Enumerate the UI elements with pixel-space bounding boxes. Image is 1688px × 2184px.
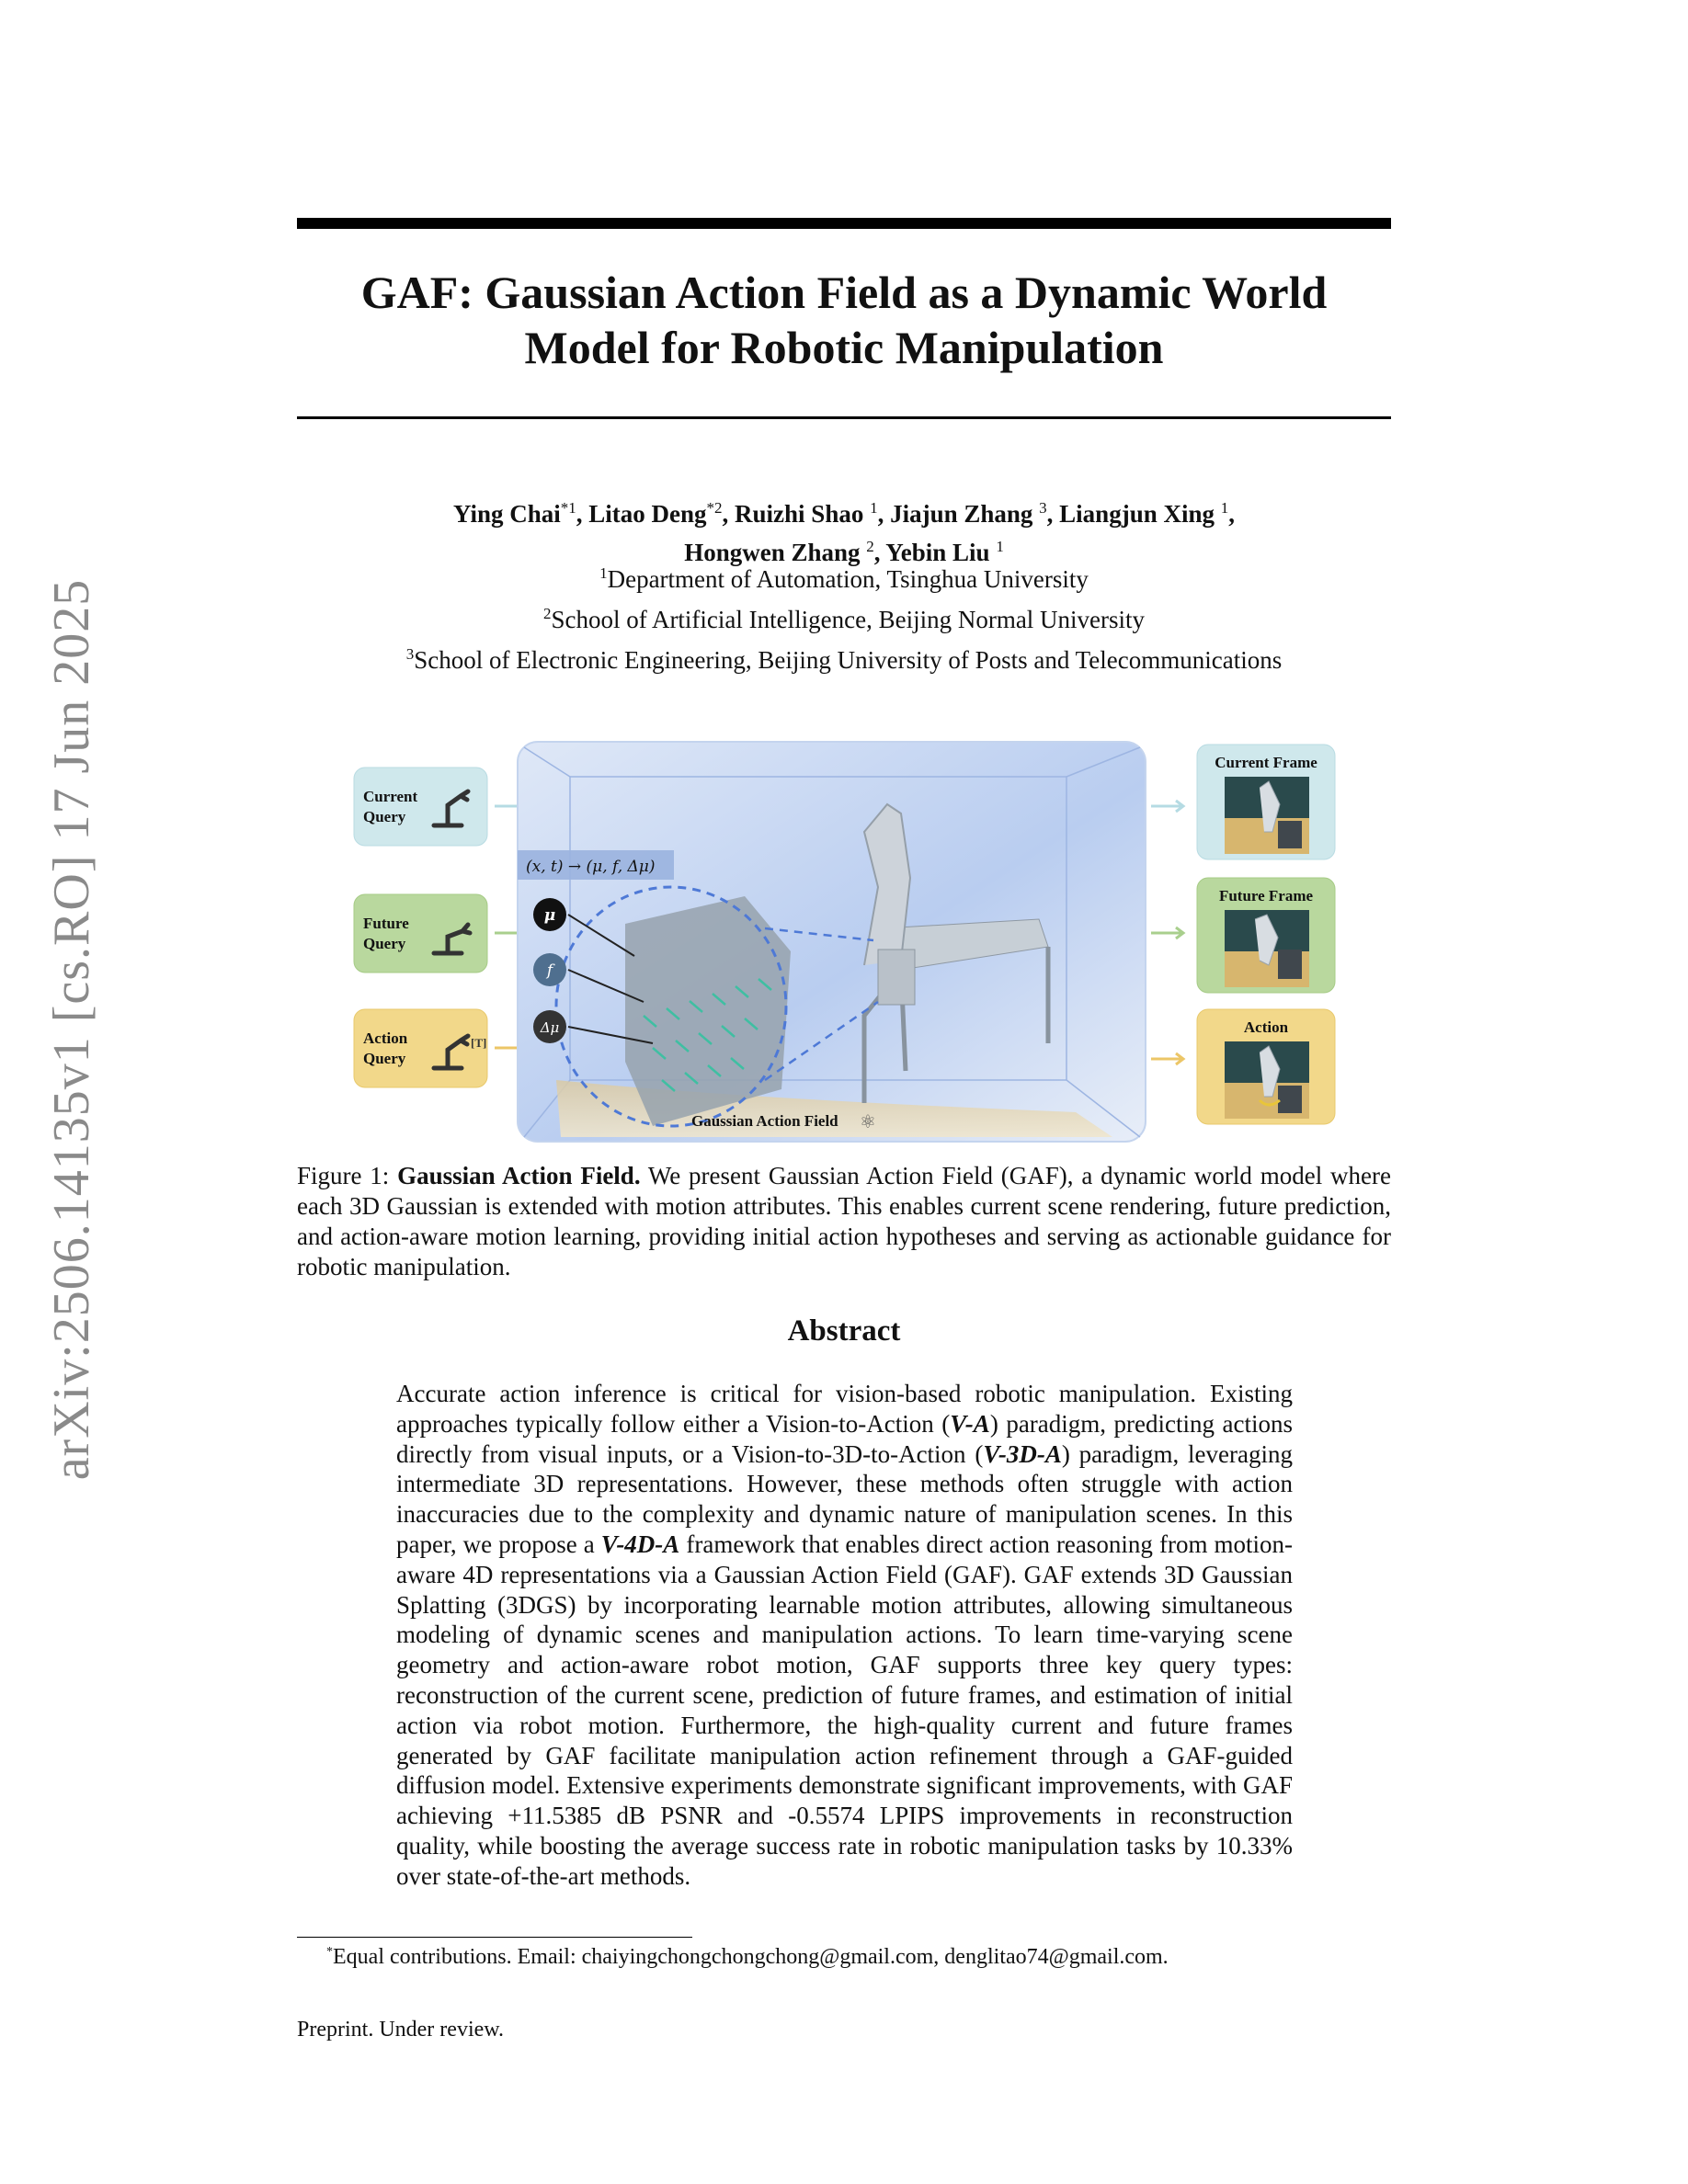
current-frame-label: Current Frame: [1215, 754, 1317, 771]
affiliation: $^2$School of Artificial Intelligence, Beijing Normal University: [542, 605, 1146, 633]
arrow-right-icon: [1151, 1053, 1183, 1064]
time-marker: [T]: [471, 1036, 487, 1050]
figure-caption: Figure 1: Gaussian Action Field. We present Gaussian Action Field (GAF), a dynamic world model where each 3D Gaussian is extended with motion attributes. This enables current scene rendering, future prediction, and action-aware motion learning, providing initial action hypotheses and serving as actionable guidance for robotic manipulation.: [297, 1162, 1391, 1280]
footnote: *Equal contributions. Email: chaiyingchongchongchong@gmail.com, denglitao74@gmail.com.: [326, 1945, 1169, 1969]
affiliation: $^1$Department of Automation, Tsinghua University: [599, 564, 1089, 593]
preprint-notice: Preprint. Under review.: [297, 2018, 505, 2042]
action-query-label-2: Query: [363, 1050, 406, 1067]
svg-text:μ: μ: [543, 906, 556, 925]
action-box: [1197, 1009, 1335, 1124]
arrow-right-icon: [1151, 927, 1183, 938]
figure-gaussian-action-field: [349, 740, 1342, 1149]
current-frame-box: [1197, 745, 1335, 859]
svg-text:Δμ: Δμ: [540, 1019, 560, 1036]
action-label: Action: [1243, 1018, 1289, 1036]
current-query-label-2: Query: [363, 808, 406, 825]
svg-text:f: f: [546, 961, 553, 980]
atom-icon: ⚛: [860, 1112, 876, 1132]
abstract-body: Accurate action inference is critical for vision-based robotic manipulation. Existing approaches typically follow either a Vision-to-Action (V-A) paradigm, predicting actions directly from visual inputs, or a Vision-to-3D-to-Action (V-3D-A) paradigm, leveraging intermediate 3D representations. However, these methods often struggle with action inaccuracies due to the complexity and dynamic nature of manipulation scenes. In this paper, we propose a V-4D-A framework that enables direct action reasoning from motion-aware 4D representations via a Gaussian Action Field (GAF). GAF extends 3D Gaussian Splatting (3DGS) by incorporating learnable motion attributes, allowing simultaneous modeling of dynamic scenes and manipulation actions. To learn time-varying scene geometry and action-aware robot motion, GAF supports three key query types: reconstruction of the current scene, prediction of future frames, and estimation of initial action via robot motion. Furthermore, the high-quality current and future frames generated by GAF facilitate manipulation action refinement through a GAF-guided diffusion model. Extensive experiments demonstrate significant improvements, with GAF achieving +11.5385 dB PSNR and -0.5574 LPIPS improvements in reconstruction quality, while boosting the average success rate in robotic manipulation tasks by 10.33% over state-of-the-art methods.: [396, 1380, 1293, 1890]
future-query-box: [354, 894, 487, 973]
future-frame-label: Future Frame: [1218, 887, 1314, 904]
gaussian-action-field-label: Gaussian Action Field: [691, 1112, 838, 1130]
author-name: Jiajun Zhang: [890, 500, 1033, 528]
formula-label: (x, t) → (μ, f, Δμ): [526, 858, 656, 876]
future-query-label-1: Future: [363, 915, 409, 932]
title-bottom-rule: [297, 416, 1391, 419]
future-frame-box: [1197, 878, 1335, 993]
abstract-heading: Abstract: [787, 1314, 901, 1348]
paper-title: GAF: Gaussian Action Field as a Dynamic World Model for Robotic Manipulation: [360, 267, 1328, 373]
author-name: Yebin Liu: [885, 539, 990, 566]
gaussian-scene: [518, 742, 1146, 1142]
author-name: Hongwen Zhang: [684, 539, 861, 566]
action-query-box: [354, 1009, 487, 1087]
author-name: Ruizhi Shao: [735, 500, 864, 528]
title-top-rule: [297, 218, 1391, 229]
author-name: Litao Deng: [588, 500, 707, 528]
action-query-label-1: Action: [363, 1029, 408, 1047]
current-query-label-1: Current: [363, 788, 418, 805]
future-query-label-2: Query: [363, 935, 406, 952]
author-name: Ying Chai: [453, 500, 561, 528]
author-list: Ying Chai$^{*1}$, Litao Deng$^{*2}$, Ruizhi Shao $^1$, Jiajun Zhang $^3$, Liangjun Xing $^1$, Hongwen Zhang $^2$, Yebin Liu $^1$: [453, 499, 1235, 566]
current-query-box: [354, 768, 487, 846]
arrow-right-icon: [1151, 801, 1183, 812]
author-name: Liangjun Xing: [1059, 500, 1215, 528]
affiliation: $^3$School of Electronic Engineering, Beijing University of Posts and Telecommunications: [405, 645, 1283, 674]
affiliation-list: [297, 556, 1391, 677]
footnote-rule: [297, 1937, 692, 1938]
